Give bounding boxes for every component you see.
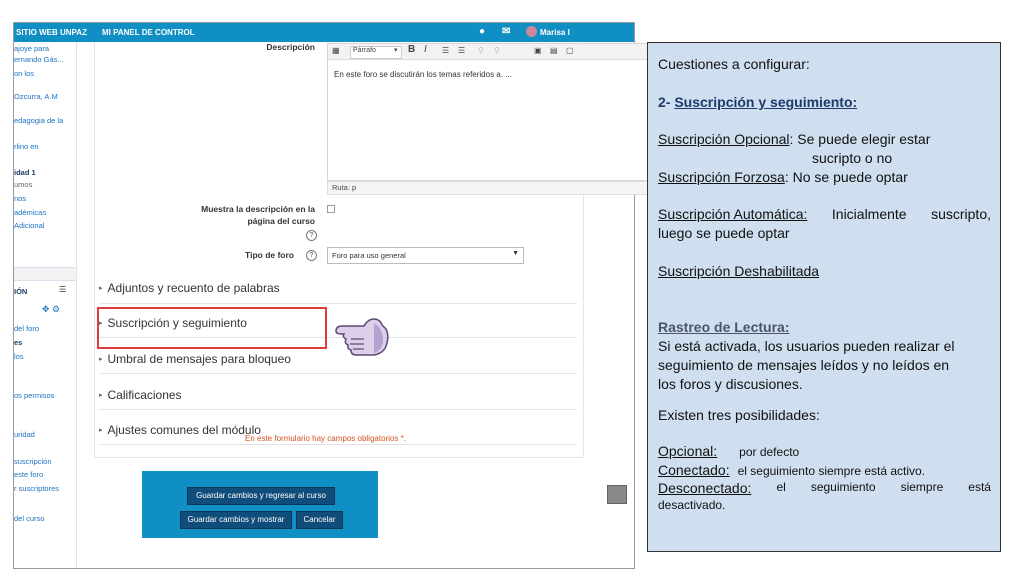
option-optional — [658, 443, 799, 459]
optional-subscription-cont: sucripto o no — [812, 150, 893, 166]
user-menu[interactable]: Marisa I — [540, 28, 570, 37]
word: seguimiento — [810, 480, 876, 494]
sidebar-item[interactable]: del foro — [14, 324, 40, 333]
word: el — [776, 480, 786, 494]
section-heading — [658, 94, 857, 110]
section-grades[interactable] — [99, 388, 182, 402]
screenshot-frame — [13, 22, 635, 569]
show-description-label: Muestra la descripción en la — [201, 204, 315, 214]
term: Suscripción Automática: — [658, 206, 808, 222]
sidebar-block-title: IÓN — [14, 287, 28, 296]
chevron-down-icon: ▼ — [512, 250, 519, 257]
highlight-box — [97, 307, 327, 349]
three-options: Existen tres posibilidades: — [658, 407, 820, 423]
term: Desconectado: — [658, 480, 752, 496]
pointing-hand-icon — [334, 313, 390, 359]
format-select[interactable]: Párrafo — [350, 46, 402, 59]
sidebar-item[interactable]: idad 1 — [14, 168, 36, 177]
section-title: Suscripción y seguimiento — [107, 316, 247, 330]
format-dropdown-icon[interactable]: ▾ — [394, 47, 398, 54]
collapse-triangle-icon: ▸ — [99, 356, 103, 363]
option-disconnected — [658, 480, 991, 496]
section-title: Umbral de mensajes para bloqueo — [107, 352, 291, 366]
sidebar-item[interactable]: suscripción — [14, 457, 52, 466]
sidebar-item[interactable]: este foro — [14, 470, 44, 479]
word: Inicialmente — [831, 206, 907, 222]
divider — [99, 373, 577, 374]
unlink-icon[interactable]: ⚲ — [494, 46, 500, 55]
sidebar-item[interactable]: uridad — [14, 430, 35, 439]
numbered-list-icon[interactable]: ☰ — [458, 46, 466, 55]
section-title: Adjuntos y recuento de palabras — [107, 281, 280, 295]
collapse-triangle-icon: ▸ — [99, 427, 103, 434]
media-icon[interactable]: ▤ — [550, 46, 558, 55]
site-link[interactable]: SITIO WEB UNPAZ — [16, 28, 87, 37]
word: suscripto, — [931, 206, 991, 222]
notes-heading: Cuestiones a configurar: — [658, 56, 810, 72]
editor-toolbar — [328, 44, 658, 60]
forum-settings-form — [94, 42, 584, 458]
cancel-button[interactable]: Cancelar — [296, 511, 343, 529]
help-icon[interactable]: ? — [306, 230, 317, 241]
control-panel-link[interactable]: MI PANEL DE CONTROL — [102, 28, 195, 37]
bold-icon[interactable]: B — [408, 44, 416, 55]
divider — [99, 303, 577, 304]
optional-subscription — [658, 131, 930, 147]
save-show-button[interactable]: Guardar cambios y mostrar — [180, 511, 292, 529]
move-icon[interactable]: ✥ ⚙ — [42, 304, 61, 314]
editor-path — [327, 181, 659, 195]
sidebar-item[interactable]: ajoye para — [14, 44, 50, 53]
option-connected — [658, 462, 925, 478]
word: está — [968, 480, 991, 494]
save-return-button[interactable]: Guardar cambios y regresar al curso — [187, 487, 335, 505]
show-description-label-2: página del curso — [247, 216, 315, 226]
collapse-triangle-icon: ▸ — [99, 320, 103, 327]
section-attachments[interactable] — [99, 281, 280, 295]
forced-subscription — [658, 169, 908, 185]
disabled-subscription: Suscripción Deshabilitada — [658, 263, 820, 279]
section-blocking-threshold[interactable] — [99, 352, 291, 366]
section-number: 2- — [658, 94, 671, 110]
desc: por defecto — [739, 445, 800, 459]
sidebar-item[interactable]: es — [14, 338, 23, 347]
word: siempre — [900, 480, 944, 494]
sidebar-item[interactable]: rlino en — [14, 142, 39, 151]
required-fields-note — [245, 434, 406, 443]
sidebar-item[interactable]: adémicas — [14, 208, 47, 217]
desc: el seguimiento siempre está activo. — [737, 464, 926, 478]
divider — [99, 444, 577, 445]
tracking-desc-line: seguimiento de mensajes leídos y no leídos en — [658, 357, 950, 373]
desc: : Se puede elegir estar — [789, 131, 931, 147]
section-title: Suscripción y seguimiento: — [674, 94, 858, 110]
sidebar-item[interactable]: umos — [14, 180, 33, 189]
toolbar-toggle-icon[interactable]: ▦ — [332, 46, 340, 55]
description-editor[interactable] — [327, 43, 659, 181]
avatar[interactable] — [526, 26, 537, 37]
sidebar-item[interactable]: Adicional — [14, 221, 45, 230]
link-icon[interactable]: ⚲ — [478, 46, 484, 55]
form-buttons-bar — [142, 471, 378, 538]
notes-panel — [647, 42, 1001, 552]
image-icon[interactable]: ▣ — [534, 46, 542, 55]
italic-icon[interactable]: I — [424, 44, 427, 55]
help-icon[interactable]: ● — [479, 26, 486, 37]
section-title: Calificaciones — [107, 388, 182, 402]
sidebar-item[interactable]: Ozcurra, A.M — [14, 92, 58, 101]
tracking-desc-line: los foros y discusiones. — [658, 376, 803, 392]
description-label: Descripción — [266, 42, 315, 52]
sidebar-item[interactable]: edagogia de la — [14, 116, 64, 125]
editor-path-text: Ruta: p — [332, 183, 357, 192]
sidebar-item[interactable]: r suscriptores — [14, 484, 60, 493]
section-title: Ajustes comunes del módulo — [107, 423, 261, 437]
bullet-list-icon[interactable]: ☰ — [442, 46, 450, 55]
editor-content[interactable]: En este foro se discutirán los temas referidos a. ... — [334, 70, 512, 79]
tracking-title: Rastreo de Lectura: — [658, 319, 790, 335]
block-menu-icon[interactable]: ☰ — [59, 285, 67, 294]
mail-icon[interactable]: ✉ — [502, 26, 511, 37]
sidebar-item[interactable]: os permisos — [14, 391, 55, 400]
forum-type-select[interactable] — [327, 247, 524, 264]
sidebar-item[interactable]: los — [14, 352, 24, 361]
required-mark: *. — [400, 434, 406, 443]
sidebar-item[interactable]: del curso — [14, 514, 45, 523]
sidebar-item[interactable]: nos — [14, 194, 27, 203]
auto-subscription-cont: luego se puede optar — [658, 225, 790, 241]
collapse-triangle-icon: ▸ — [99, 285, 103, 292]
desc: : No se puede optar — [784, 169, 908, 185]
term: Suscripción Opcional — [658, 131, 790, 147]
forum-type-label: Tipo de foro — [245, 250, 294, 260]
left-sidebar — [14, 42, 77, 568]
auto-subscription — [658, 206, 991, 222]
term: Conectado: — [658, 462, 730, 478]
term: Opcional: — [658, 443, 718, 459]
collapse-triangle-icon: ▸ — [99, 392, 103, 399]
help-icon[interactable]: ? — [306, 250, 317, 261]
section-common-settings[interactable] — [99, 423, 261, 437]
divider — [99, 409, 577, 410]
forum-type-value: Foro para uso general — [332, 251, 406, 260]
required-note-text: En este formulario hay campos obligatorios — [245, 434, 399, 443]
scroll-square — [607, 485, 627, 504]
show-description-checkbox[interactable] — [327, 205, 335, 213]
sidebar-item[interactable]: on los — [14, 69, 35, 78]
top-navbar — [14, 23, 634, 42]
sidebar-separator — [14, 267, 76, 281]
file-icon[interactable]: ▢ — [566, 46, 574, 55]
tracking-desc-line: Si está activada, los usuarios pueden realizar el — [658, 338, 955, 354]
sidebar-item[interactable]: ernando Gás... — [14, 55, 64, 64]
option-disconnected-cont: desactivado. — [658, 498, 726, 512]
term: Suscripción Forzosa — [658, 169, 785, 185]
